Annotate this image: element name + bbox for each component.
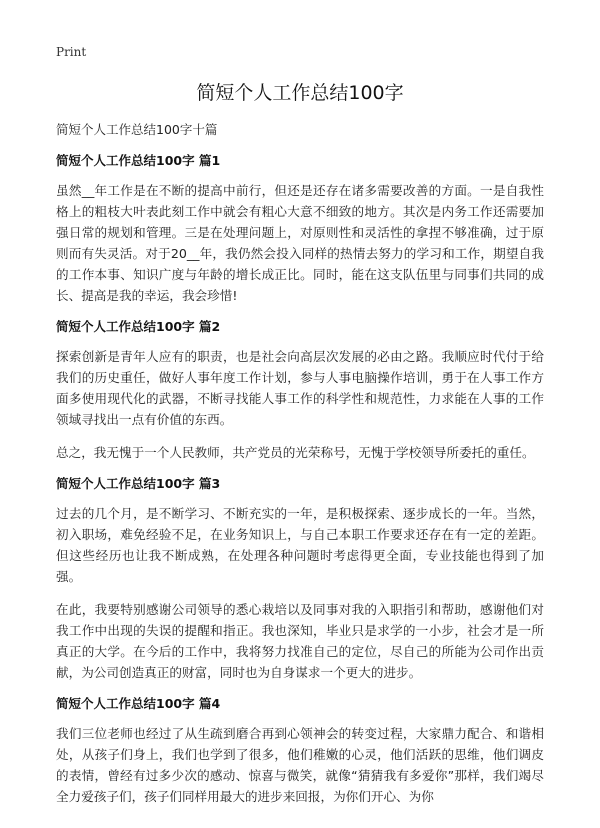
section-heading: 简短个人工作总结100字 篇4 — [56, 696, 221, 711]
section-3 — [56, 475, 544, 683]
paragraph: 探索创新是青年人应有的职责，也是社会向高层次发展的必由之路。我顺应时代付于给我们的历史重任，做好人事年度工作计划，参与人事电脑操作培训，勇于在人事工作方面多使用现代化的武器，不断寻找能人事工作的科学性和规范性，力求能在人事的工作领域寻找出一点有价值的东西。 — [56, 349, 544, 427]
section-4 — [56, 695, 544, 807]
section-heading: 简短个人工作总结100字 篇2 — [56, 319, 221, 334]
section-2 — [56, 318, 544, 463]
section-heading: 简短个人工作总结100字 篇3 — [56, 476, 221, 491]
print-link[interactable]: Print — [56, 45, 87, 59]
paragraph: 在此，我要特别感谢公司领导的悉心栽培以及同事对我的入职指引和帮助，感谢他们对我工作中出现的失误的提醒和指正。我也深知，毕业只是求学的一小步，社会才是一所真正的大学。在今后的工作中，我将努力找准自己的定位，尽自己的所能为公司作出贡献，为公司创造真正的财富，同时也为自身谋求一个更大的进步。 — [56, 602, 544, 680]
paragraph: 过去的几个月，是不断学习、不断充实的一年，是积极探索、逐步成长的一年。当然，初入职场，难免经验不足，在业务知识上，与自己本职工作要求还存在有一定的差距。但这些经历也让我不断成熟，在处理各种问题时考虑得更全面，专业技能也得到了加强。 — [56, 506, 544, 584]
paragraph: 虽然__年工作是在不断的提高中前行，但还是还存在诸多需要改善的方面。一是自我性格上的粗枝大叶表此刻工作中就会有粗心大意不细致的地方。其次是内务工作还需要加强日常的规划和管理。三是在处理问题上，对原则性和灵活性的拿捏不够准确，过于原则而有失灵活。对于20__年，我仍然会投入同样的热情去努力的学习和工作，期望自我的工作本事、知识广度与年龄的增长成正比。同时，能在这支队伍里与同事们共同的成长、提高是我的幸运，我会珍惜! — [56, 183, 544, 303]
paragraph: 总之，我无愧于一个人民教师，共产党员的光荣称号，无愧于学校领导所委托的重任。 — [56, 445, 535, 460]
section-heading: 简短个人工作总结100字 篇1 — [56, 153, 221, 168]
page-title: 简短个人工作总结100字 — [196, 82, 404, 104]
paragraph: 我们三位老师也经过了从生疏到磨合再到心领神会的转变过程，大家鼎力配合、和谐相处，从孩子们身上，我们也学到了很多，他们稚嫩的心灵，他们活跃的思维，他们调皮的表情，曾经有过多少次的感动、惊喜与微笑，就像“猜猜我有多爱你”那样，我们竭尽全力爱孩子们，孩子们同样用最大的进步来回报，为你们开心、为你 — [56, 726, 544, 804]
article-body — [56, 121, 544, 819]
section-1 — [56, 152, 544, 306]
article-subtitle: 简短个人工作总结100字十篇 — [56, 122, 218, 137]
